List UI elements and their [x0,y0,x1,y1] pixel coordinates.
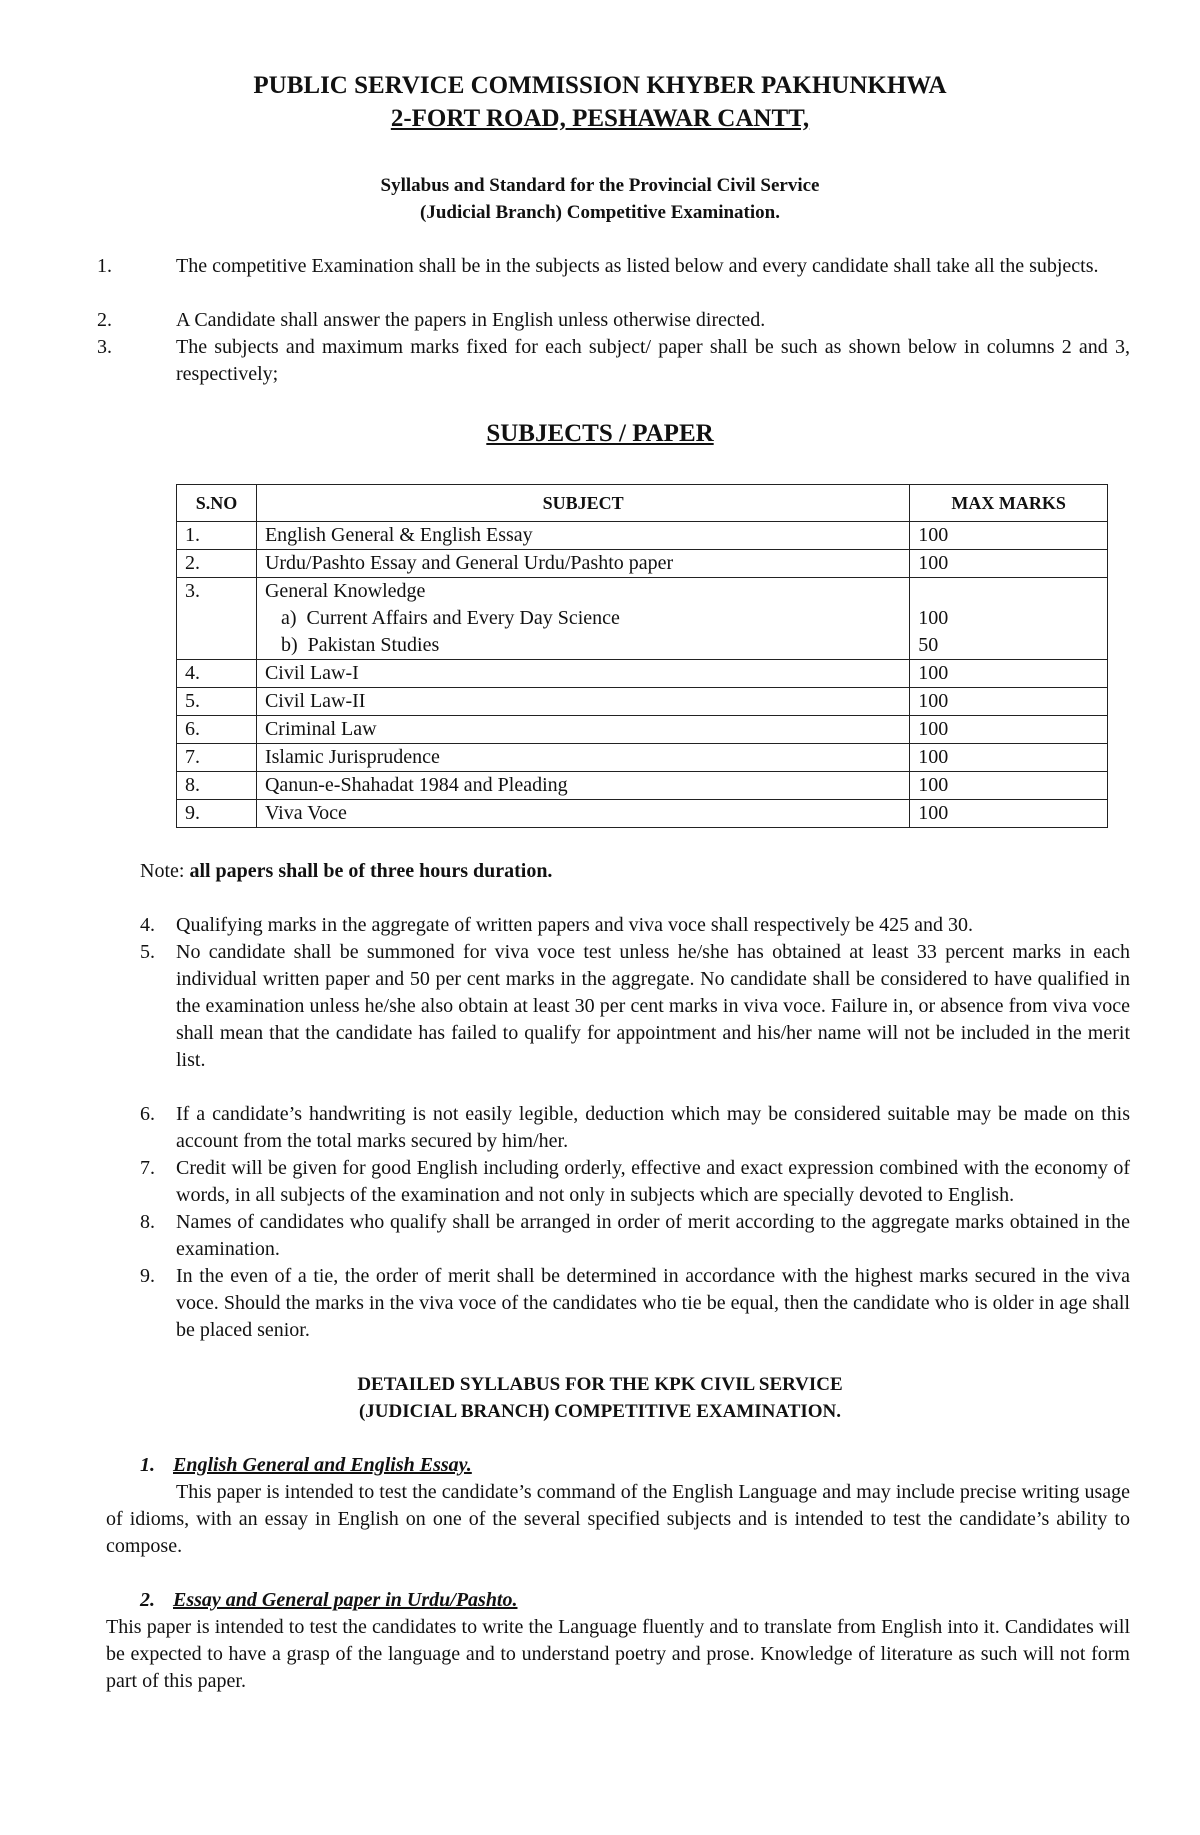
table-row [177,744,1108,772]
syllabus-subtitle-line1: Syllabus and Standard for the Provincial Civil Service [380,175,820,196]
section-number: 1. [140,1454,155,1476]
cell-marks: 100 [910,660,1108,688]
address-text: 2-FORT ROAD, PESHAWAR CANTT, [390,105,810,132]
note-prefix: Note: [140,860,190,882]
sub-subject-a: a) Current Affairs and Every Day Science [280,607,620,629]
header-subject: SUBJECT [256,485,909,522]
intro-item-1: The competitive Examination shall be in the subjects as listed below and every candidate shall take all the subjects. [176,255,1099,277]
commission-title: PUBLIC SERVICE COMMISSION KHYBER PAKHUNKHWA [253,72,947,99]
table-row [177,522,1108,550]
cell-marks: 100 [910,800,1108,828]
rule-text: Names of candidates who qualify shall be arranged in order of merit according to the aggregate marks obtained in the examination. [176,1211,1130,1260]
cell-subject: Civil Law-I [256,660,909,688]
rule-item-9 [140,1263,1130,1344]
sub-marks-a: 100 [918,607,949,629]
table-row [177,688,1108,716]
rule-item-8 [140,1209,1130,1263]
sub-marks-b: 50 [918,634,939,656]
intro-item-2: A Candidate shall answer the papers in English unless otherwise directed. [176,309,766,331]
section-1-body: This paper is intended to test the candidate’s command of the English Language and may include precise writing usage of idioms, with an essay in English on one of the several specified subjects and is intended to test the candidate’s ability to compose. [106,1481,1130,1557]
section-1-heading [140,1452,472,1479]
section-2-body: This paper is intended to test the candidates to write the Language fluently and to translate from English into it. Candidates will be expected to have a grasp of the language and to understand poetry and prose. Knowledge of literature as such will not form part of this paper. [106,1616,1130,1692]
detailed-title-line2: (JUDICIAL BRANCH) COMPETITIVE EXAMINATION. [358,1401,842,1422]
intro-item-3: The subjects and maximum marks fixed for each subject/ paper shall be such as shown below in columns 2 and 3, respectively; [176,336,1130,385]
table-title-text: SUBJECTS / PAPER [486,420,714,447]
rule-text: Credit will be given for good English including orderly, effective and exact expression combined with the economy of words, in all subjects of the examination and not only in subjects which are specially devoted to English. [176,1157,1130,1206]
table-row [177,660,1108,688]
rule-item-4 [140,912,1130,939]
cell-marks: 100 [910,550,1108,578]
cell-sno: 3. [177,578,257,660]
section-title: Essay and General paper in Urdu/Pashto. [173,1589,518,1611]
cell-subject: Islamic Jurisprudence [256,744,909,772]
subject-group-title: General Knowledge [264,580,426,602]
intro-number-2: 2. [97,309,112,331]
cell-marks: 100 [910,688,1108,716]
rule-number: 9. [140,1265,155,1287]
rule-number: 8. [140,1211,155,1233]
table-title [0,418,1200,450]
rule-item-5 [140,939,1130,1101]
cell-sno: 5. [177,688,257,716]
cell-marks: 100 [910,522,1108,550]
header-sno: S.NO [177,485,257,522]
table-header-row [177,485,1108,522]
cell-sno: 9. [177,800,257,828]
intro-number-3: 3. [97,336,112,358]
table-row [177,800,1108,828]
rule-text: No candidate shall be summoned for viva voce test unless he/she has obtained at least 33 percent marks in each individual written paper and 50 per cent marks in the aggregate. No candidate shall be considered to have qualified in the examination unless he/she also obtain at least 30 per cent marks in viva voce. Failure in, or absence from viva voce shall mean that the candidate has failed to qualify for appointment and his/her name will not be included in the merit list. [176,941,1130,1071]
cell-marks: 100 [910,772,1108,800]
rule-number: 6. [140,1103,155,1125]
rule-text: If a candidate’s handwriting is not easily legible, deduction which may be considered suitable may be made on this account from the total marks secured by him/her. [176,1103,1130,1152]
rule-number: 7. [140,1157,155,1179]
rule-item-6 [140,1101,1130,1155]
table-row [177,716,1108,744]
rule-number: 4. [140,914,155,936]
syllabus-subtitle-line2: (Judicial Branch) Competitive Examination. [420,202,780,223]
cell-sno: 1. [177,522,257,550]
rule-text: Qualifying marks in the aggregate of written papers and viva voce shall respectively be 425 and 30. [176,914,973,936]
cell-subject-group [256,578,909,660]
cell-subject: Viva Voce [256,800,909,828]
commission-address [0,103,1200,135]
cell-sno: 7. [177,744,257,772]
table-row [177,578,1108,660]
cell-subject: Civil Law-II [256,688,909,716]
cell-marks-group [910,578,1108,660]
cell-marks: 100 [910,716,1108,744]
header-max-marks: MAX MARKS [910,485,1108,522]
table-row [177,772,1108,800]
section-title: English General and English Essay. [173,1454,472,1476]
cell-sno: 2. [177,550,257,578]
note-text: all papers shall be of three hours duration. [189,860,553,882]
cell-sno: 6. [177,716,257,744]
table-row [177,550,1108,578]
sub-subject-b: b) Pakistan Studies [280,634,440,656]
section-number: 2. [140,1589,155,1611]
duration-note [140,858,552,885]
intro-number-1: 1. [97,255,112,277]
cell-subject: Urdu/Pashto Essay and General Urdu/Pashto paper [256,550,909,578]
cell-subject: Qanun-e-Shahadat 1984 and Pleading [256,772,909,800]
marks-blank [918,578,1099,605]
cell-sno: 4. [177,660,257,688]
rule-text: In the even of a tie, the order of merit shall be determined in accordance with the highest marks secured in the viva voce. Should the marks in the viva voce of the candidates who tie be equal, then the candidate who is older in age shall be placed senior. [176,1265,1130,1341]
cell-subject: Criminal Law [256,716,909,744]
section-2-heading [140,1587,518,1614]
subjects-table [176,484,1108,828]
detailed-title-line1: DETAILED SYLLABUS FOR THE KPK CIVIL SERVICE [357,1374,843,1395]
rule-number: 5. [140,941,155,963]
cell-sno: 8. [177,772,257,800]
cell-marks: 100 [910,744,1108,772]
cell-subject: English General & English Essay [256,522,909,550]
